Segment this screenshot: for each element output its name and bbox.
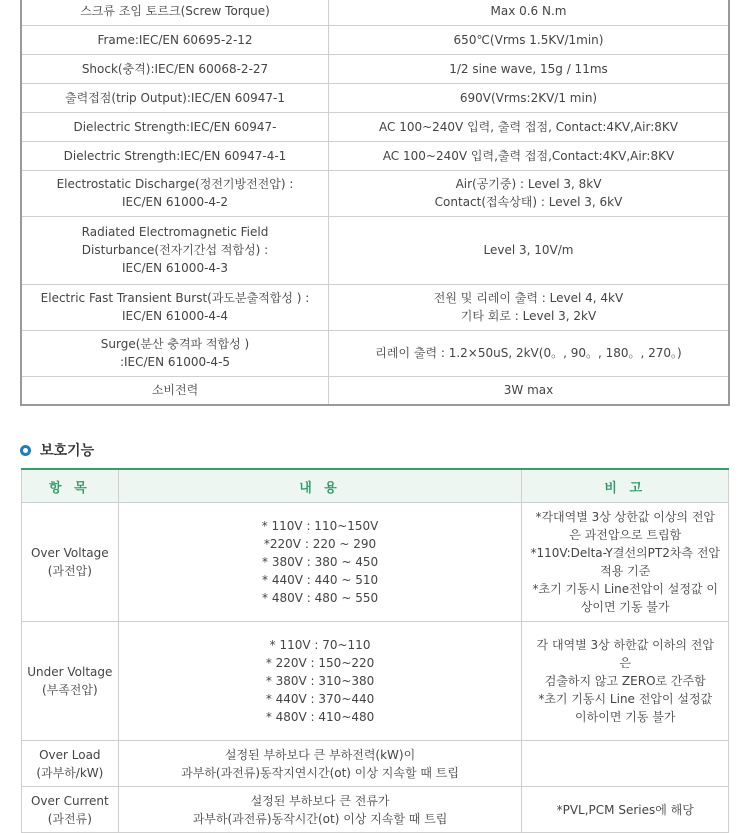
spec-item-line: Shock(충격):IEC/EN 60068-2-27 (81, 61, 269, 76)
protection-content-line: * 220V : 150~220 (265, 656, 375, 670)
spec-value (329, 216, 730, 284)
protection-note-line: 적용 기준 (600, 564, 651, 578)
spec-item-line: :IEC/EN 61000-4-5 (119, 355, 231, 369)
protection-item (22, 503, 119, 622)
spec-row (21, 376, 729, 405)
spec-item-line: IEC/EN 61000-4-4 (121, 309, 229, 323)
spec-row (21, 83, 729, 112)
protection-content-line: 과부하(과전류)동작시간(ot) 이상 지속할 때 트립 (192, 811, 448, 826)
spec-value-line: AC 100~240V 입력, 출력 접점, Contact:4KV,Air:8KV (379, 119, 678, 134)
protection-item-line: Under Voltage (27, 665, 113, 679)
spec-item-line: Dielectric Strength:IEC/EN 60947-4-1 (63, 148, 287, 163)
spec-item-line: IEC/EN 61000-4-3 (121, 261, 229, 275)
spec-value-line: 690V(Vrms:2KV/1 min) (459, 90, 598, 105)
spec-item-line: 출력접점(trip Output):IEC/EN 60947-1 (65, 90, 285, 105)
spec-value-line: 전원 및 리레이 출력 : Level 4, 4kV (433, 291, 624, 305)
protection-content-line: * 110V : 110~150V (261, 519, 379, 533)
spec-row (21, 330, 729, 376)
spec-row (21, 141, 729, 170)
spec-item-line: Electrostatic Discharge(정전기방전전압) : (56, 177, 294, 191)
protection-item (22, 787, 119, 833)
protection-content-line: 설정된 부하보다 큰 전류가 (250, 793, 390, 808)
protection-content-line: * 480V : 410~480 (265, 710, 375, 724)
spec-item (21, 54, 329, 83)
section-header (20, 440, 94, 460)
spec-value-line: 3W max (503, 383, 554, 398)
protection-content-line: *220V : 220 ~ 290 (263, 537, 377, 551)
spec-item-line: Surge(분산 충격파 적합성 ) (100, 337, 250, 351)
spec-value-line: 650℃(Vrms 1.5KV/1min) (453, 32, 604, 47)
protection-table (21, 468, 729, 833)
protection-item-line: Over Voltage (30, 546, 109, 560)
protection-row (22, 503, 729, 622)
spec-table (20, 0, 730, 406)
spec-item (21, 112, 329, 141)
protection-note (522, 622, 729, 741)
protection-content-line: * 440V : 440 ~ 510 (262, 573, 379, 587)
protection-note-line: 상이면 기동 불가 (580, 600, 670, 614)
protection-note-line: *110V:Delta-Y결선의PT2차측 전압 (530, 546, 721, 560)
protection-note-line: 은 과전압으로 트립함 (569, 528, 682, 542)
spec-value (329, 0, 730, 25)
protection-item-line: (부족전압) (41, 683, 98, 697)
spec-item-line: IEC/EN 61000-4-2 (121, 195, 229, 209)
protection-item-line: Over Load (39, 747, 101, 762)
spec-item-line: Frame:IEC/EN 60695-2-12 (97, 32, 253, 47)
spec-value (329, 284, 730, 330)
spec-value-line: 기타 회로 : Level 3, 2kV (460, 309, 597, 323)
spec-value (329, 83, 730, 112)
protection-content (118, 503, 522, 622)
protection-note-line: *각대역별 3상 상한값 이상의 전압 (535, 510, 716, 524)
protection-content (118, 622, 522, 741)
spec-row (21, 284, 729, 330)
spec-value-line: Contact(접속상태) : Level 3, 6kV (434, 195, 623, 209)
spec-item-line: 소비전력 (151, 383, 199, 398)
protection-note-line: *초기 기동시 Line전압이 설정값 이 (532, 582, 718, 596)
protection-note (522, 787, 729, 833)
protection-content-line: * 380V : 380 ~ 450 (262, 555, 379, 569)
protection-note-line: *PVL,PCM Series에 해당 (556, 802, 694, 817)
spec-value-line: Level 3, 10V/m (483, 243, 574, 257)
spec-item-line: Dielectric Strength:IEC/EN 60947- (73, 119, 277, 134)
spec-row (21, 170, 729, 216)
spec-row (21, 54, 729, 83)
spec-value (329, 170, 730, 216)
spec-item (21, 170, 329, 216)
protection-note-line: *초기 기동시 Line 전압이 설정값 (538, 692, 713, 706)
circle-bullet-icon (20, 445, 31, 456)
spec-item (21, 330, 329, 376)
protection-content-line: * 380V : 310~380 (265, 674, 375, 688)
header-note: 비 고 (522, 469, 729, 503)
spec-value (329, 54, 730, 83)
protection-item-line: (과부하/kW) (36, 765, 104, 780)
spec-item (21, 216, 329, 284)
spec-value-line: Air(공기중) : Level 3, 8kV (455, 177, 602, 191)
protection-content (118, 787, 522, 833)
header-item: 항 목 (22, 469, 119, 503)
spec-value-line: 리레이 출력 : 1.2×50uS, 2kV(0。, 90。, 180。, 270。) (375, 346, 682, 360)
protection-note-line: 은 (619, 656, 632, 670)
spec-item-line: Radiated Electromagnetic Field (81, 225, 269, 239)
spec-value (329, 25, 730, 54)
spec-value (329, 141, 730, 170)
spec-item (21, 25, 329, 54)
protection-item (22, 741, 119, 787)
protection-row (22, 741, 729, 787)
spec-value (329, 112, 730, 141)
protection-content-line: * 440V : 370~440 (265, 692, 375, 706)
spec-value (329, 330, 730, 376)
protection-content-line: 과부하(과전류)동작지연시간(ot) 이상 지속할 때 트립 (181, 765, 459, 780)
protection-item-line: (과전류) (47, 811, 92, 826)
spec-value-line: 1/2 sine wave, 15g / 11ms (449, 61, 608, 76)
protection-item (22, 622, 119, 741)
protection-content-line: 설정된 부하보다 큰 부하전력(kW)이 (224, 747, 416, 762)
spec-value-line: AC 100~240V 입력,출력 접점,Contact:4KV,Air:8KV (382, 148, 675, 163)
spec-row (21, 112, 729, 141)
protection-content (118, 741, 522, 787)
protection-content-line: * 110V : 70~110 (269, 638, 371, 652)
protection-item-line: Over Current (30, 793, 109, 808)
spec-item (21, 141, 329, 170)
spec-value-line: Max 0.6 N.m (490, 4, 567, 19)
spec-item-line: Disturbance(전자기간섭 적합성) : (81, 243, 269, 257)
protection-row (22, 787, 729, 833)
spec-item (21, 376, 329, 405)
header-content: 내 용 (118, 469, 522, 503)
protection-note (522, 741, 729, 787)
section-title: 보호기능 (40, 443, 95, 459)
spec-row (21, 0, 729, 25)
spec-item (21, 83, 329, 112)
protection-item-line: (과전압) (47, 564, 92, 578)
protection-note-line: 검출하지 않고 ZERO로 간주함 (544, 674, 706, 688)
protection-content-line: * 480V : 480 ~ 550 (262, 591, 379, 605)
protection-note-line: 이하이면 기동 불가 (575, 710, 676, 724)
spec-value (329, 376, 730, 405)
spec-item (21, 0, 329, 25)
protection-note-line: 각 대역별 3상 하한값 이하의 전압 (536, 638, 714, 652)
spec-item-line: Electric Fast Transient Burst(과도분출적합성 ) : (40, 291, 310, 305)
spec-row (21, 25, 729, 54)
spec-item-line: 스크류 조임 토르크(Screw Torque) (80, 4, 270, 19)
protection-row (22, 622, 729, 741)
protection-note (522, 503, 729, 622)
spec-row (21, 216, 729, 284)
spec-item (21, 284, 329, 330)
